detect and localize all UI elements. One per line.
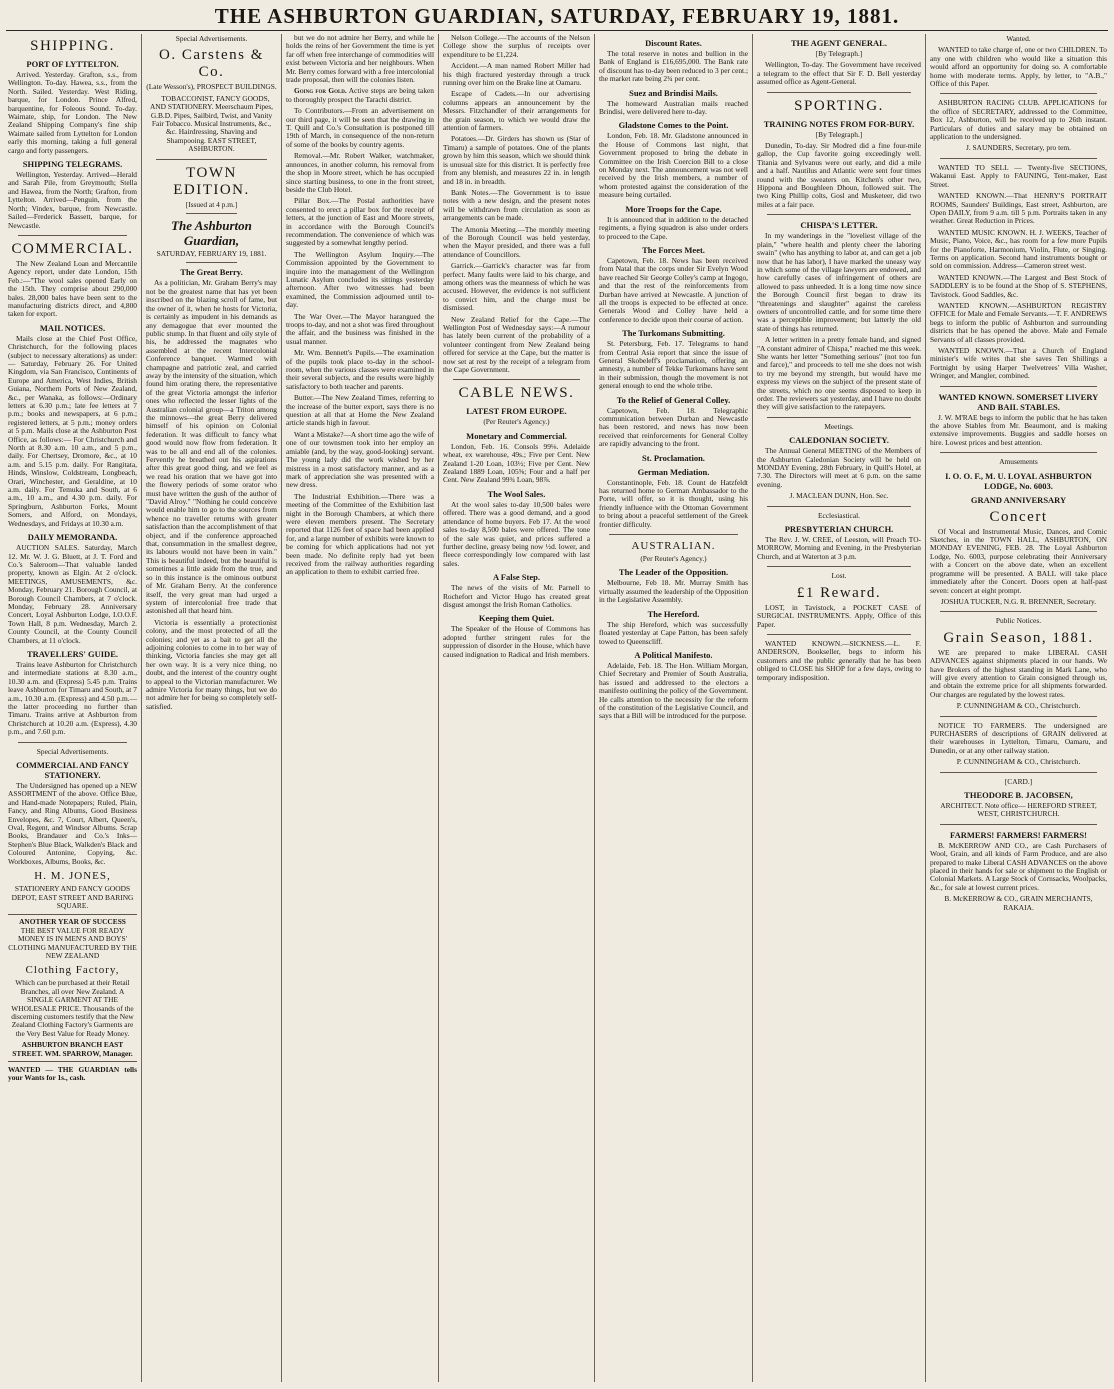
shipping-heading: SHIPPING. (30, 38, 115, 54)
telegrams-text: Wellington, Yesterday. Arrived—Herald and Sarah Pile, from Greymouth; Stella and Hawea, from the North; Grafton, from Lyttelton. Arrived—Penguin, from the North; Vindex, barque, from Newcastle. Sailed—Frederick Bassett, barque, for Newcastle. (8, 170, 137, 230)
town-edition-sub: [Issued at 4 p.m.] (185, 199, 238, 209)
training-heading: TRAINING NOTES FROM FOR-BURY. (763, 118, 915, 129)
brindisi-text: The homeward Australian mails reached Brindisi, were delivered here to-day. (599, 98, 748, 117)
special-heading: Special Advertisements. (175, 34, 248, 43)
colley-text: Capetown, Feb. 18. Telegraphic communication between Durban and Newcastle has been restored, and news has now been received that reinforcements for General Colley are rapidly advancing to the front. (599, 405, 748, 449)
mckerrow-text: B. McKERROW AND CO., are Cash Purchasers of Wool, Grain, and all kinds of Farm Produce, and are also prepared to make Liberal CASH ADVANCES on the above placed in their hands for sale or shipment to the English or Colonial Markets. A Large Stock of Cornsacks, Woolpacks, &c., for sale at lowest current prices. (930, 840, 1107, 892)
divider (453, 379, 580, 380)
accident-text: Accident.—A man named Robert Miller had his thigh fractured yesterday through a truck running over him on the Brake line at Oamaru. (443, 61, 590, 88)
divider (186, 213, 237, 214)
butter-text: Butter.—The New Zealand Times, referring to the increase of the butter export, says there is no question at all that at Home the New Zealand article stands high in favour. (286, 393, 434, 428)
gold-heading: Going for Gold. (294, 86, 347, 96)
divider (767, 214, 911, 215)
mrae-text: J. W. M'RAE begs to inform the public that he has taken the above Stables from Mr. Beaumont, and is making extensive improvements. Buggies and saddle horses on hire. Lowest prices and best attention. (930, 412, 1107, 447)
racing-text: ASHBURTON RACING CLUB. APPLICATIONS for the office of SECRETARY, addressed to the Committee, Box 12, Ashburton, will be received up to 26th instant. Particulars of duties and salary may be obtained on application to the undersigned. (930, 98, 1107, 142)
divider (940, 772, 1097, 773)
divider (186, 262, 237, 263)
jacobsen-sub: ARCHITECT. Note office— HEREFORD STREET, WEST, CHRISTCHURCH. (940, 801, 1097, 819)
wanted-heading: Wanted. (1006, 34, 1031, 43)
ecclesiastical-heading: Ecclesiastical. (817, 510, 861, 520)
reward-heading: £1 Reward. (796, 584, 882, 601)
forces-text: Capetown, Feb. 18. News has been received from Natal that the corps under Sir Evelyn Wood have reached Sir George Colley's camp at Ingogo, and that the rest of the reinforcements from Durban have arrived at Newcastle. A junction of all the troops is expected to be effected at once. Generals Wood and Colley have held a conference to decide upon their course of action. (599, 255, 748, 324)
hereford-text: The ship Hereford, which was successfully floated yesterday at Cape Patton, has been safely towed to Queenscliff. (599, 619, 748, 646)
concert-sig: JOSHUA TUCKER, N.G. R. BRENNER, Secretary. (940, 596, 1097, 606)
stop-text: The news of the visits of Mr. Parnell to Rochefort and Victor Hugo has created great disgust amongst the Irish Roman Catholics. (443, 583, 590, 609)
chispa-text: In my wanderings in the "loveliest village of the plain," "where health and plenty cheer the laboring swain" (who has anything to labor at, and can get a job now that he has labor), I have marked the uneasy way in which some of the village lawyers are endowed, and how carefully cases of infringement of others are allowed to pass unheeded. It is a long time now since the Borough Council first began to draw its "threatenings and slaughter" against the careless owners of uncontrolled cattle, and for some time there was a perceptible improvement; but latterly the old state of things has returned. (757, 231, 921, 333)
pupils-text: Mr. Wm. Bennett's Pupils.—The examination of the pupils took place to-day in the school-room, when the various classes were examined in their several subjects, and the results were highly satisfactory to both teacher and parents. (286, 348, 434, 391)
stationery-heading: COMMERCIAL AND FANCY STATIONERY. (16, 760, 129, 781)
column-4 (438, 34, 594, 1382)
mckerrow-sig: B. McKERROW & CO., GRAIN MERCHANTS, RAKAIA. (944, 894, 1093, 912)
column-7 (925, 34, 1111, 1382)
removal-text: Removal.—Mr. Robert Walker, watchmaker, announces, in another column, his removal from the shop in Moore street, which he has occupied since starting business, to one in the front street, beside the Club Hotel. (286, 151, 434, 194)
public-notices-heading: Public Notices. (995, 616, 1042, 626)
divider (767, 92, 911, 93)
divider (156, 159, 267, 160)
divider (940, 611, 1097, 612)
jacobsen-heading: THEODORE B. JACOBSEN, (964, 790, 1073, 800)
clothing-branch: ASHBURTON BRANCH EAST STREET. WM. SPARROW, Manager. (12, 1040, 133, 1058)
sporting-heading: SPORTING. (794, 97, 884, 114)
mediation-heading: German Mediation. (637, 466, 710, 477)
discount-heading: Discount Rates. (645, 38, 702, 48)
column-5 (594, 34, 752, 1382)
stationery-text: The Undersigned has opened up a NEW ASSORTMENT of the above. Office Blue, and Hand-made Notepapers; Ruled, Plain, Fancy, and Ring Albums, Good Business Envelopes, &c. 7, Court, Albert, Queen's, Oval, Regent, and Windsor Albums. Scrap Books, Brandauer and Co.'s Inks—Stephen's Blue Black, Walkden's Black and Coloured Antonine, Copying, &c. Workboxes, Albums, Books, &c. (8, 781, 137, 866)
clothing-text: Which can be purchased at their Retail Branches, all over New Zealand. A SINGLE GARMENT AT THE WHOLESALE PRICE. Thousands of the discerning customers testify that the New Zealand Clothing Factory's Garments are the Very Best Value for Ready Money. (11, 978, 134, 1038)
wool-text: At the wool sales to-day 10,500 bales were offered. There was a good demand, and a good attendance of home buyers. Feb 17. At the wool sales to-day 8,500 bales were offered. The tone of the sale was quiet, and prices suffered a further decline, greasy being now ½d. lower, and fleece correspondingly low compared with last sales. (443, 499, 590, 568)
registry-text: WANTED KNOWN.—ASHBURTON REGISTRY OFFICE for Male and Female Servants.—T. F. ANDREWS begs to inform the public of Ashburton and surrounding districts that he has opened the above. Male and Female Servants of all classes provided. (930, 300, 1107, 344)
garrick-text: Garrick.—Garrick's character was far from perfect. Many faults were laid to his charge, and among others was the meanness of which he was accused. However, the evidence is not sufficient to convict him, and the charge must be dismissed. (443, 261, 590, 313)
wanted-guardian: WANTED — THE GUARDIAN tells your Wants for 1s., cash. (8, 1065, 137, 1083)
clothing-ad-text: THE BEST VALUE FOR READY MONEY IS IN MEN'S AND BOYS' CLOTHING MANUFACTURED BY THE NEW ZEALAND (8, 925, 137, 960)
amusements-heading: Amusements (999, 457, 1038, 467)
farmers-exclaim: FARMERS! FARMERS! FARMERS! (950, 829, 1087, 840)
divider (940, 93, 1097, 94)
jones-sub: STATIONERY AND FANCY GOODS DEPOT, EAST STREET AND BARING SQUARE. (11, 884, 134, 910)
commercial-text: The New Zealand Loan and Mercantile Agency report, under date London, 15th Feb.:—"The wool sales opened Early on the 15th. They comprise about 290,000 bales. 28,000 bales have been sent to the manufacturing districts direct, and 4,800 taken for export. (8, 258, 137, 319)
gladstone-heading: Gladstone Comes to the Point. (618, 120, 729, 131)
money-heading: Monetary and Commercial. (466, 430, 567, 441)
concert-heading: Concert (989, 508, 1048, 525)
opposition-heading: The Leader of the Opposition. (618, 567, 729, 578)
port-heading: PORT OF LYTTELTON. (26, 59, 119, 69)
bank-text: Bank Notes.—The Government is to issue notes with a new design, and the present notes will be withdrawn from circulation as soon as arrangements can be made. (443, 187, 590, 223)
paper-date: SATURDAY, FEBRUARY 19, 1881. (156, 249, 267, 259)
clothing-ad (8, 914, 137, 1062)
carstens-sub: (Late Wesson's), PROSPECT BUILDINGS. (146, 82, 277, 92)
escape-text: Escape of Cadets.—In our advertising columns appears an announcement by the Messrs. Fitzchandler of their arrangements for the grain season, to which we would draw the attention of farmers. (443, 89, 590, 133)
divider (940, 716, 1097, 717)
divider (940, 452, 1097, 453)
concert-text: Of Vocal and Instrumental Music, Dances, and Comic Sketches, in the TOWN HALL, ASHBURTON, ON MONDAY EVENING, FEB. 28. The Loyal Ashburton Lodge, No. 6003, purpose celebrating their Anniversary with a Concert on the above date, when an excellent programme will be presented. A BALL will take place immediately after the Concert. Doors open at half-past seven: concert at eight prompt. (930, 526, 1107, 595)
divider (940, 386, 1097, 387)
leader-text: As a politician, Mr. Graham Berry's may not be the greatest name that has yet been inscribed on the blazing scroll of fame, but the owner of it, when he hosts for Victoria, is certainly as impudent in his demands as any demagogue that ever mounted the public stump. In that fluent and oily style of his, he addressed the magnates who assembled at the recent Intercolonial Conference banquet. Warmed with champagne and patriotic zeal, and carried away by the intensity of the situation, which found him orating there, the representative of the great Victoria amongst the inferior ones who reflected the lesser lights of the Australian colonial group—a Triton among the minnows—the great Berry delivered himself of his opinion on Colonial federation. It was difficult to fancy what good would now flow from federation. It was to be all and end all of the colonies. Fervently he breathed out his aspirations after this great good thing, and we feel as we read his oration that we have got into the flowery periods of some orator who must have written the gush of the author of "David Alroy." "Nothing he could conceive would enable him to go to the sources from whence no traveller returns with greater satisfaction than the accomplishment of that object, and if the conference approached that, consummation in the smallest degree, its labours would not have been in vain." This is beautiful indeed, but the beautiful is sometimes a little aside from the true, and so in this instance is the ominous outburst of Mr. Graham Berry. At the conference itself, the very great man had urged a system of intercolonial free trade that astonished all that heard him. (146, 278, 277, 616)
special-heading: Special Advertisements. (36, 746, 109, 756)
potatoes-text: Potatoes.—Dr. Girders has shown us (Star of Timaru) a sample of potatoes. One of the plants grown by him this season, which we should think is unusual size for this district. It is perfectly free from any blemish, and measures 22 in. in length and 18 in. in breadth. (443, 134, 590, 186)
contrib-text: To Contributors.—From an advertisement on our third page, it will be seen that the drawing in T. Quill and Co.'s Consultation is postponed till 19th of March, in consequence of the non-return of some of the books by country agents. (286, 106, 434, 149)
relief-text: New Zealand Relief for the Cape.—The Wellington Post of Wednesday says:—A rumour has lately been current of the probability of a volunteer contingent from New Zealand being offered for service at the Cape, but the matter is now set at rest by the receipt of a telegram from the Cape Government. (443, 314, 590, 375)
divider (609, 534, 738, 535)
colley-heading: To the Relief of General Colley. (616, 394, 731, 405)
discount-text: The total reserve in notes and bullion in the Bank of England is £16,695,000. The Bank rate of discount has to-day been reduced to 3 per cent.; the market rate being 2¾ per cent. (599, 49, 748, 84)
caledonian-sig: J. MACLEAN DUNN, Hon. Sec. (789, 491, 889, 501)
pillar-text: Pillar Box.—The Postal authorities have consented to erect a pillar box for the receipt of letters, at the junction of East and Moore streets, in accordance with the Borough Council's recommendation. The convenience of which was suggested by a somewhat lengthy period. (286, 196, 434, 248)
divider (940, 824, 1097, 825)
opposition-text: Melbourne, Feb 18. Mr. Murray Smith has virtually assumed the leadership of the Opposition in the Legislative Assembly. (599, 578, 749, 605)
success-heading: ANOTHER YEAR OF SUCCESS (19, 917, 126, 927)
grain-heading: Grain Season, 1881. (943, 629, 1094, 646)
presbyterian-text: The Rev. J. W. CREE, of Leeston, will Preach TO-MORROW, Morning and Evening, in the Presbyterian Church, and at Waterton at 3 p.m. (757, 535, 921, 561)
proclamation-heading: St. Proclamation. (642, 452, 705, 463)
farmers-sig: P. CUNNINGHAM & CO., Christchurch. (956, 757, 1081, 767)
mail-heading: MAIL NOTICES. (39, 322, 106, 333)
column-1 (4, 34, 141, 1382)
column-6 (752, 34, 925, 1382)
gold-text: Active steps are being taken to thoroughly prospect the Tarachi district. (286, 86, 434, 104)
oddfellows-text: I. O. O. F., M. U. LOYAL ASHBURTON LODGE, No. 6003. (945, 470, 1092, 491)
cable-heading: CABLE NEWS. (458, 385, 575, 402)
anniversary-text: GRAND ANNIVERSARY (970, 494, 1067, 505)
mail-text: Mails close at the Chief Post Office, Christchurch, for the following places (subject to necessary alterations) as under:— Saturday, February 26. For United Kingdom, via San Francisco, Continents of Europe and America, West Indies, British Guiana, Northern Ports of New Zealand, &c., per Wanaka, as follows:—Ordinary letters at 6.30 p.m.; late fee letters at 7 p.m.; books and newspapers, at 6 p.m.; registered letters, at 5 p.m.; money orders at 5 p.m. Mails close at the Ashburton Post Office, as follows:— For Christchurch and North at 8.30 a.m. 10 a.m., and 5 p.m., daily. For Chertsey, Dromore, &c., at 10 a.m. and 5.15 p.m. daily. For Rangitata, Hinds, Winslow, Coldstream, Longbeach, Orari, Winchester, and Geraldine, at 10 a.m. daily. For Temuka and South, at 6 a.m., 10 a.m., and 4.30 p.m. daily. For Springburn, Ashburton Forks, Mount Somers, and Alford, on Mondays, Wednesdays, and Fridays at 10.30 a.m. (8, 333, 137, 528)
agent-heading: THE AGENT GENERAL. (791, 38, 887, 48)
hereford-heading: The Hereford. (647, 608, 700, 619)
forces-heading: The Forces Meet. (642, 244, 705, 255)
turkomans-heading: The Turkomans Submitting. (622, 328, 725, 339)
caledonian-text: The Annual General MEETING of the Members of the Ashburton Caledonian Society will be held on MONDAY Evening, 28th February, in Quill's Hotel, at 7.30. The Directors will meet at 6 p.m. on the same evening. (757, 446, 921, 489)
sell-text: WANTED TO SELL — Twenty-five SECTIONS, Wakanui East. Apply to FAUNING, Tent-maker, East Street. (930, 162, 1107, 189)
commercial-heading: COMMERCIAL. (11, 240, 134, 257)
agent-text: Wellington, To-day. The Government have received a telegram to the effect that Sir F. D. Bell yesterday assumed office as Agent-General. (757, 60, 921, 87)
divider (767, 566, 911, 567)
manifesto-heading: A Political Manifesto. (634, 649, 713, 660)
troops-heading: More Troops for the Cape. (625, 203, 722, 214)
farmers-text: NOTICE TO FARMERS. The undersigned are PURCHASERS of descriptions of GRAIN delivered at their warehouses in Lyttelton, Timaru, Oamaru, and Dunedin, or at any other railway station. (930, 720, 1107, 755)
known-text: WANTED KNOWN.—That HENRY'S PORTRAIT ROOMS, Saunders' Buildings, East street, Ashburton, are Open DAILY, from 9 a.m. till 5 p.m. Portraits taken in any weather. Great Reduction in Prices. (930, 191, 1107, 226)
memoranda-text: AUCTION SALES. Saturday, March 12. Mr. W. J. G. Bluett, at J. T. Ford and Co.'s Saleroom—That valuable landed property, known as Elgin. At 2 o'clock. MEETINGS, AMUSEMENTS, &c. Monday, February 21. Borough Council, at Borough Council Chambers, at 7 o'clock. Monday, February 28. Anniversary Concert, Loyal Ashburton Lodge, I.O.O.F. Town Hall, 8 p.m. Wednesday, March 2. County Council, at the County Council Chambers, at 11 o'clock. (8, 543, 137, 645)
masthead: THE ASHBURTON GUARDIAN, SATURDAY, FEBRUARY 19, 1881. (214, 4, 900, 28)
mediation-text: Constantinople, Feb. 18. Count de Hatzfeldt has returned home to German Ambassador to the Porte, will offer, so it is thought, using his friendly influence with the Ottoman Government to bring about a peaceful settlement of the Greek frontier difficulty. (599, 477, 748, 529)
turkomans-text: St. Petersburg, Feb. 17. Telegrams to hand from Central Asia report that since the issue of General Skobeleff's proclamation, offering an amnesty, a number of Tekke Turkomans have sent in their submission, though the movement is not general enough to end the whole tribe. (599, 339, 748, 391)
grain-text: WE are prepared to make LIBERAL CASH ADVANCES against shipments placed in our hands. We have Brokers of the highest standing in Mark Lane, who will give every attention to Grain consigned through us, and obtain the extreme price for all shipments forwarded. Our charges are regulated by the lowest rates. (930, 647, 1107, 699)
cable-agency: (Per Reuter's Agency.) (483, 417, 550, 427)
clothing-heading: Clothing Factory, (25, 964, 120, 977)
wool-heading: The Wool Sales. (487, 488, 546, 499)
saddlery-text: WANTED KNOWN.—The Largest and Best Stock of SADDLERY is to be found at the Shop of S. STEPHENS, Tavistock. Good Saddles, &c. (930, 272, 1107, 299)
jones-heading: H. M. JONES, (34, 870, 111, 883)
travellers-heading: TRAVELLERS' GUIDE. (26, 648, 118, 659)
meeting-text: The Amonia Meeting.—The monthly meeting of the Borough Council was held yesterday, when the Mayor presided, and there was a full attendance of Councillors. (443, 224, 590, 259)
travellers-text: Trains leave Ashburton for Christchurch and intermediate stations at 8.30 a.m., 10.30 a.m. and (Express) 5.45 p.m. Trains leave Ashburton for Timaru and South, at 7 a.m., 10.30 a.m. (Express) and 4.50 p.m.—the latter proceeding no further than Timaru. Trains arrive at Ashburton from Christchurch at 10.20 a.m. (Express), 4.30 p.m., and 7.60 p.m. (8, 659, 137, 737)
cable-sub: LATEST FROM EUROPE. (466, 406, 567, 417)
wellington-text: The Wellington Asylum Inquiry.—The Commission appointed by the Government to inquire into the management of the Wellington Lunatic Asylum concluded its sittings yesterday afternoon. After two witnesses had been examined, the Commission adjourned until to-day. (286, 249, 434, 310)
paper-title: The Ashburton Guardian, (171, 218, 252, 249)
manifesto-text: Adelaide, Feb. 18. The Hon. William Morgan, Chief Secretary and Premier of South Australia, has issued and addressed to the electors a manifesto outlining the policy of the Government. He calls attention to the necessity for the reform of the constitution of the Legislative Council, and says that a Bill will be introduced for the purpose. (599, 660, 748, 721)
college-text: Nelson College.—The accounts of the Nelson College show the surplus of receipts over expenditure to be £1,224. (443, 34, 590, 59)
music-text: WANTED MUSIC KNOWN. H. J. WEEKS, Teacher of Music, Piano, Voice, &c., has room for a few more Pupils for the Pianoforte, Harmonium, Violin, Flute, or Singing. Terms on application. Second hand instruments bought or sold on commission. Address—Cameron street west. (930, 227, 1107, 271)
stables-heading: WANTED KNOWN. SOMERSET LIVERY AND BAIL STABLES. (938, 391, 1099, 412)
town-edition-heading: TOWN EDITION. (173, 164, 250, 198)
divider (18, 235, 127, 236)
masthead-rule (6, 30, 1108, 31)
lost-text: LOST, in Tavistock, a POCKET CASE of SURGICAL INSTRUMENTS. Apply, Office of this Paper. (757, 602, 921, 629)
australian-heading: AUSTRALIAN. (631, 540, 716, 553)
divider (767, 417, 911, 418)
wanted-sickness-text: WANTED KNOWN.—SICKNESS.—L. F. ANDERSON, Bookseller, begs to inform his customers and the public generally that he has been obliged to CLOSE his SHOP for a few days, owing to temporary indisposition. (757, 638, 921, 682)
chispa-text-2: A letter written in a pretty female hand, and signed "A constant admirer of Chispa," reached me this week. She wants her letter "Something serious" (not too fun and farce)," and proceeds to tell me she does not wish to try me beyond my strength, but would have me express my views on the subject of the present state of the streets, which no one seems disposed to keep in order. The reviewers sat yesterday, and I have no doubt they will give satisfaction to the ratepayers. (757, 335, 921, 412)
industrial-text: The Industrial Exhibition.—There was a meeting of the Committee of the Exhibition last night in the Borough Chambers, at which there were eleven members present. The Secretary reported that 1126 feet of space had been applied for, and a large number of exhibits were known to be coming for which applications had not yet been made. No definite reply had yet been received from the railway authorities regarding an application to them to exhibit carried free. (286, 491, 434, 577)
meetings-heading: Meetings. (824, 421, 854, 431)
grain-sig: P. CUNNINGHAM & CO., Christchurch. (956, 701, 1081, 711)
church-text: WANTED KNOWN.—That a Church of England minister's wife writes that she saves Ten Shillings a Fortnight by using Harper Twelvetrees' Villa Washer, Wringer, and Mangler, combined. (930, 346, 1107, 381)
wanted-text: WANTED to take charge of, one or two CHILDREN. To any one with children who would like a situation this would afford an opportunity for doing so. A comfortable home with moderate terms. Apply, by letter, to "A.B.," Office of this Paper. (930, 45, 1107, 89)
closure-heading: Keeping them Quiet. (478, 613, 555, 624)
gladstone-text: London, Feb. 18. Mr. Gladstone announced in the House of Commons last night, that Government proposed to bring the debate in Committee on the Irish Coercion Bill to a close on Monday next. The announcement was not well received by the Irish members, a number of whom protested against the consideration of the measure being curtailed. (599, 131, 748, 200)
leader-heading: The Great Berry. (180, 267, 243, 278)
lost-heading: Lost. (831, 571, 847, 581)
column-2 (141, 34, 281, 1382)
chispa-heading: CHISPA'S LETTER. (800, 220, 878, 231)
training-sub: [By Telegraph.] (815, 129, 863, 139)
carstens-text: TOBACCONIST, FANCY GOODS, AND STATIONERY. Meerschaum Pipes, G.B.D. Pipes, Sailbird, Twist, and Vanity Fair Tobacco. Musical Instruments, &c., &c. Hairdressing, Shaving and Shampooing. EAST STREET, ASHBURTON. (149, 93, 274, 154)
carstens-heading: O. Carstens & Co. (159, 47, 264, 81)
shipping-text: Arrived. Yesterday. Grafton, s.s., from Wellington. To-day. Hawea, s.s., from the North. Sailed. Yesterday. West Riding, barque, for London. Prince Alfred, barquentine, for Foleous Sound. To-day. Waimate, ship, for London. The New Zealand Shipping Company's fine ship Waimate sailed from Lyttelton for London early this morning, taking a full general cargo and forty passengers. (8, 70, 137, 155)
brindisi-heading: Suez and Brindisi Mails. (629, 87, 718, 98)
telegrams-heading: SHIPPING TELEGRAMS. (22, 159, 123, 170)
war-text: The War Over.—The Mayor harangued the troops to-day, and not a shot was fired throughout the affair, and the business was finished in the usual manner. (286, 311, 434, 346)
want-text: Want a Mistake?—A short time ago the wife of one of our townsmen took into her employ an amiable (and, by the way, good-looking) servant. The young lady did the work wished by her mistress in a most satisfactory manner, and as a mark of appreciation she was presented with a new dress. (286, 429, 434, 490)
stop-heading: A False Step. (493, 572, 540, 583)
divider (940, 158, 1097, 159)
troops-text: It is announced that in addition to the detached regiments, a flying squadron is also under orders to proceed to the Cape. (599, 214, 748, 241)
agent-sub: [By Telegraph.] (815, 49, 863, 58)
australian-agency: (Per Reuter's Agency.) (640, 554, 707, 564)
caledonian-heading: CALEDONIAN SOCIETY. (789, 435, 889, 446)
divider (18, 742, 127, 743)
column-3 (281, 34, 438, 1382)
closure-text: The Speaker of the House of Commons has adopted further stringent rules for the suppression of disorder in the House, which have caused indignation to Radical and Irish members. (443, 624, 590, 659)
memoranda-heading: DAILY MEMORANDA. (27, 532, 118, 543)
racing-sig: J. SAUNDERS, Secretary, pro tem. (965, 143, 1072, 153)
presbyterian-heading: PRESBYTERIAN CHURCH. (784, 524, 894, 535)
divider (767, 634, 911, 635)
leader-text-2: Victoria is essentially a protectionist colony, and the most protected of all the colonies; and yet as a bait to get all the adjoining colonies to come in to her way of thinking, Victoria fancies she may get all her own way. It is a very nice thing, no doubt, and the interest of the country ought to appeal to the Victorian manufacturer. We admire Victoria for many things, but we do not admire her for being so completely self-satisfied. (146, 617, 277, 711)
article-text: but we do not admire her Berry, and while he holds the reins of her Government the time is yet far off when free interchange of commodities will exist between Victoria and her neighbours. When Mr. Berry comes forward with a free intercolonial trade proposal, then will the colonies listen. (286, 34, 434, 85)
card-text: [CARD.] (1004, 776, 1033, 786)
money-text: London, Feb. 16. Consols 99⅛. Adelaide wheat, ex warehouse, 49s.; Five per Cent. New Zealand 1-20 Loan, 103½; Five per Cent. New Zealand 1889 Loan, 105⅝; Four and a half per Cent. New Zealand 99¾ Loan, 98⅞. (443, 441, 590, 485)
divider (767, 506, 911, 507)
training-text: Dunedin, To-day. Sir Modred did a fine four-mile gallop, the Cup favorite going exceedingly well. Titania and Sylvanus were out early, and did a mile and a half. Nautilus and Atlantic were sent four times round with the sweaters on. Kitchen's other two, Hippona and Boughleen Dhoun, followed suit. The two King Phillip colts, Gosl and Musketeer, did two miles at a fair pace. (757, 141, 921, 209)
